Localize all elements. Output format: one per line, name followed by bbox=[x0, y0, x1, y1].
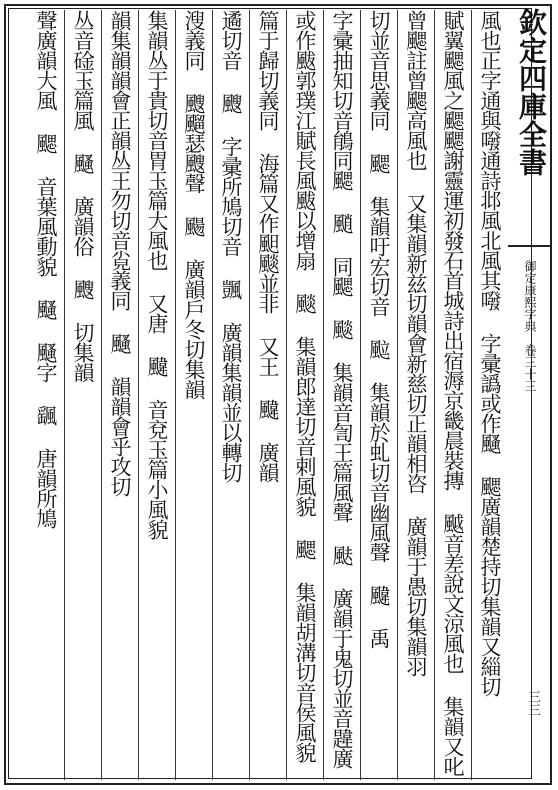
page-title: 欽定四庫全書 bbox=[515, 8, 548, 176]
text-column: 集韻丛于貴切音胃玉篇大風也 又唐 颹 音兗玉篇小風貌 bbox=[138, 10, 175, 780]
text-column: 聲廣韻大風 颸 音葉風動貌 颾 颾字 颻 唐韻所鳩 bbox=[34, 10, 58, 528]
text-column: 賦翼颸風之颸颸謝靈運初發石首城詩出宿溽京畿晨裝摶 䬂音差說文涼風也 集韻又叱 bbox=[434, 10, 471, 780]
text-column: 曾颸註曾颸高風也 又集韻新兹切韻會新慈切正韻相咨 廣韻于愚切集韻羽 bbox=[397, 10, 434, 780]
fishtail-divider bbox=[508, 245, 552, 261]
side-label: 御定康熙字典 卷三十三 bbox=[523, 260, 537, 392]
page-number: 三三 bbox=[525, 690, 540, 716]
text-column: 字彚抽知切音䳌同颸 颵 同颸 颷 集韻音訇王篇風聲 颫 廣韻于鬼切並音韙廣 bbox=[323, 10, 360, 780]
text-column: 丛音碒玉篇風 颾 廣韻俗 颼 切集韻 bbox=[64, 10, 101, 780]
text-column: 溲義同 颼飀瑟颼聲 颺 廣韻戶冬切集韻 bbox=[175, 10, 212, 780]
text-column: 韻集韻韻會正韻丛王勿切音㝸義同 颾 韻韻會乎攻切 bbox=[101, 10, 138, 780]
text-column: 篇于歸切義同 海篇又作䫻颷並非 又王 颹 廣韻 bbox=[249, 10, 286, 780]
text-column: 遹切音 颼 字彚所鳩切音 颽 廣韻集韻並以轉切 bbox=[212, 10, 249, 780]
text-column: 切並音思義同 颸 集韻吁宏切音 䬃 集韻於虬切音幽風聲 颹 禹 bbox=[360, 10, 397, 780]
text-column: 風也正字通與㗶通詩邶風北風其㗶 字彚譌或作颾 颸廣韻楚持切集韻又緇切 bbox=[471, 10, 508, 780]
text-column: 或作颰郭璞江賦長風颰以增扇 颷 集韻郎達切音剌風貌 颸 集韻胡溝切音侯風貌 bbox=[286, 10, 323, 780]
